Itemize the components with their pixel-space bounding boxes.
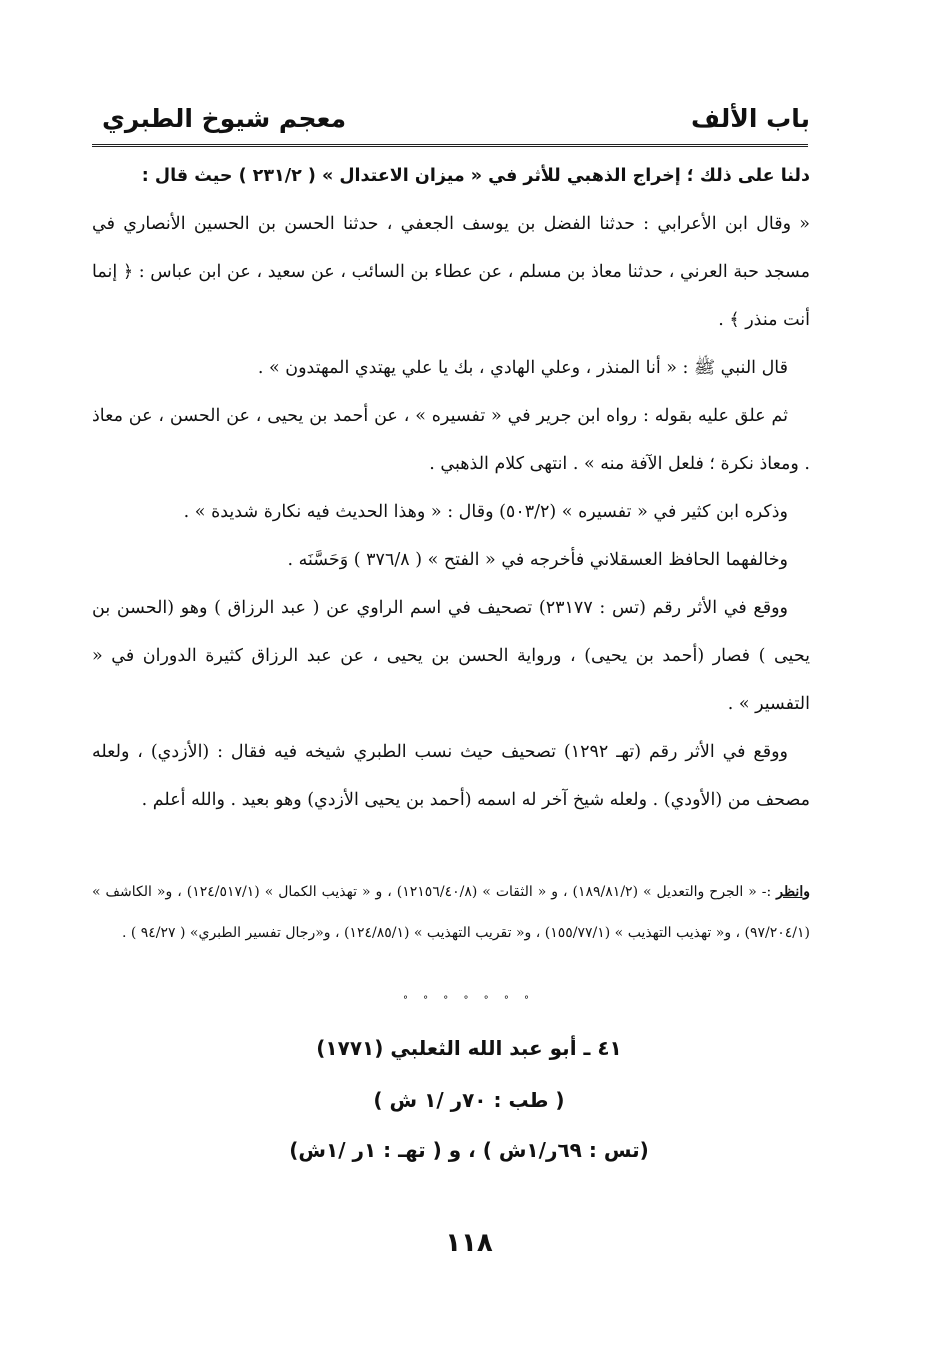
paragraph-5: وذكره ابن كثير في « تفسيره » (٥٠٣/٢) وقال : « وهذا الحديث فيه نكارة شديدة » . [183,502,788,522]
paragraph-1: دلنا على ذلك ؛ إخراج الذهبي للأثر في « ميزان الاعتدال » ( ٢٣١/٢ ) حيث قال : [141,166,810,186]
entry-ref-2: (تس : ٦٩ر/١ش ) ، و ( تهـ : ١ر /١ش) [289,1138,649,1162]
paragraph-8: ووقع في الأثر رقم (تهـ ١٢٩٢) تصحيف حيث نسب الطبري شيخه فيه فقال : (الأزدي) ، ولعله مصحف من (الأودي) . ولعله شيخ آخر له اسمه (أحمد بن يحيى الأزدي) وهو بعيد . والله أعلم . [92,742,810,810]
paragraph-7: ووقع في الأثر رقم (تس : ٢٣١٧٧) تصحيف في اسم الراوي عن ( عبد الرزاق ) وهو (الحسن بن يحيى ) فصار (أحمد بن يحيى) ، ورواية الحسن بن يحيى ، عن عبد الرزاق كثيرة الدوران في « التفسير » . [92,598,810,714]
references-note [92,872,810,954]
main-text [92,152,810,824]
entry-title: ٤١ ـ أبو عبد الله الثعلبي (١٧٧١) [316,1036,622,1060]
entry-ref-1: ( طب : ٧٠ر /١ ش ) [373,1088,565,1112]
running-header [90,98,810,144]
header-rule [92,144,808,147]
footnote-lead: وانظر [776,884,810,900]
footnote-text: :- « الجرح والتعديل » (١٨٩/٨١/٢) ، و « الثقات » (١٢١٥٦/٤٠/٨) ، و « تهذيب الكمال » (١٢٤/٥١٧/١) ، و« الكاشف » (٩٧/٢٠٤/١) ، و« تهذيب التهذيب » (١٥٥/٧٧/١) ، و« تقريب التهذيب » (١٢٤/٨٥/١) ، و«رجال تفسير الطبري» ( ٩٤/٢٧ ) . [92,884,810,941]
paragraph-4: ثم علق عليه بقوله : رواه ابن جرير في « تفسيره » ، عن أحمد بن يحيى ، عن الحسن ، عن معاذ . ومعاذ نكرة ؛ فلعل الآفة منه » . انتهى كلام الذهبي . [92,406,810,474]
book-title: معجم شيوخ الطبري [102,104,347,133]
section-separator: ° ° ° ° ° ° ° [402,995,536,1006]
chapter-title: باب الألف [691,104,810,133]
paragraph-2: « وقال ابن الأعرابي : حدثنا الفضل بن يوسف الجعفي ، حدثنا الحسن بن الحسين الأنصاري في مسجد حبة العرني ، حدثنا معاذ بن مسلم ، عن عطاء بن السائب ، عن سعيد ، عن ابن عباس : ﴿ إنما أنت منذر ﴾ . [92,214,810,330]
paragraph-6: وخالفهما الحافظ العسقلاني فأخرجه في « الفتح » ( ٣٧٦/٨ ) وَحَسَّنَه . [287,550,788,570]
paragraph-3: قال النبي ﷺ : « أنا المنذر ، وعلي الهادي ، بك يا علي يهتدي المهتدون » . [257,358,788,378]
page-number: ١١٨ [445,1228,493,1258]
